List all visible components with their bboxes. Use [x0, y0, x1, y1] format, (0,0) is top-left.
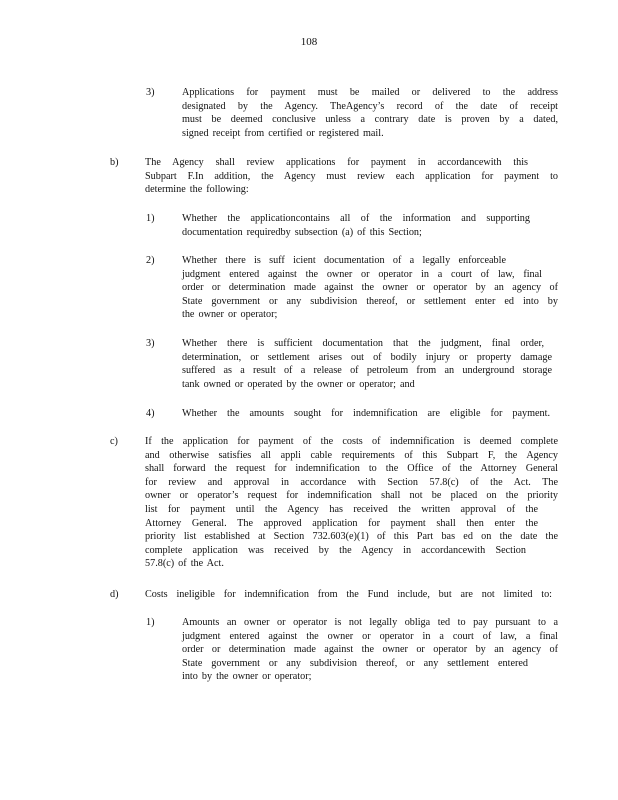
- text-line: list for payment until the Agency has received the written approval of the: [145, 503, 538, 515]
- text-line: The Agency shall review applications for payment in accordancewith this: [145, 157, 528, 168]
- text-line: owner or operator’s request for indemnification shall not be placed on the priority: [145, 490, 558, 502]
- text-line: documentation requiredby subsection (a) of this Section;: [182, 226, 422, 238]
- clause-a-3: [146, 86, 558, 140]
- clause-d-1: [146, 616, 558, 684]
- text-line: into by the owner or operator;: [182, 671, 312, 683]
- text-line: State government or any subdivision thereof, or any settlement entered: [182, 657, 528, 669]
- text-line: Whether the applicationcontains all of the information and supporting: [182, 213, 530, 224]
- text-line: Subpart F.In addition, the Agency must review each application for payment to: [145, 170, 558, 182]
- text-line: Amounts an owner or operator is not legally obliga ted to pay pursuant to a: [182, 617, 558, 628]
- text-line: Whether there is sufficient documentation that the judgment, final order,: [182, 338, 544, 349]
- text-line: complete application was received by the Agency in accordancewith Section: [145, 544, 526, 556]
- text-line: order or determination made against the owner or operator by an agency of: [182, 644, 558, 656]
- clause-text: [145, 588, 558, 602]
- text-line: judgment entered against the owner or operator in a court of law, a final: [182, 630, 558, 642]
- text-line: Whether there is suff icient documentation of a legally enforceable: [182, 255, 506, 266]
- text-line: designated by the Agency. TheAgency’s record of the date of receipt: [182, 100, 558, 112]
- text-line: must be deemed conclusive unless a contrary date is proven by a dated,: [182, 114, 558, 126]
- text-line: Applications for payment must be mailed or delivered to the address: [182, 87, 558, 98]
- clause-text: [182, 616, 558, 684]
- text-line: determination, or settlement arises out of bodily injury or property damage: [182, 351, 552, 363]
- clause-text: [145, 156, 558, 197]
- clause-label: 3): [146, 87, 155, 98]
- clause-text: [182, 337, 558, 391]
- text-line: judgment entered against the owner or operator in a court of law, final: [182, 268, 542, 280]
- page-number: 108: [300, 36, 318, 48]
- text-line: If the application for payment of the costs of indemnification is deemed complete: [145, 436, 558, 447]
- clause-label: c): [110, 436, 118, 447]
- clause-text: [182, 407, 558, 421]
- clause-d: [110, 588, 558, 602]
- clause-label: 2): [146, 255, 155, 266]
- text-line: order or determination made against the owner or operator by an agency of: [182, 282, 558, 294]
- text-line: shall forward the request for indemnification to the Office of the Attorney General: [145, 463, 558, 475]
- text-line: for review and approval in accordance with Section 57.8(c) of the Act. The: [145, 476, 558, 488]
- text-line: signed receipt from certified or registered mail.: [182, 127, 384, 139]
- clause-b-1: [146, 212, 558, 239]
- text-line: the owner or operator;: [182, 309, 278, 321]
- text-line: and otherwise satisfies all appli cable requirements of this Subpart F, the Agency: [145, 449, 558, 461]
- clause-b-3: [146, 337, 558, 391]
- clause-text: [145, 435, 558, 571]
- text-line: State government or any subdivision thereof, or settlement enter ed into by: [182, 295, 558, 307]
- text-line: Attorney General. The approved application for payment shall then enter the: [145, 517, 538, 529]
- clause-label: 3): [146, 338, 155, 349]
- clause-b: [110, 156, 558, 197]
- text-line: Costs ineligible for indemnification from the Fund include, but are not limited to:: [145, 589, 552, 600]
- text-line: Whether the amounts sought for indemnification are eligible for payment.: [182, 408, 550, 419]
- clause-label: b): [110, 157, 119, 168]
- text-line: tank owned or operated by the owner or operator; and: [182, 378, 415, 390]
- clause-label: 4): [146, 408, 155, 419]
- clause-label: 1): [146, 213, 155, 224]
- text-line: priority list established at Section 732.603(e)(1) of this Part bas ed on the date the: [145, 531, 558, 543]
- clause-c: [110, 435, 558, 571]
- clause-b-2: [146, 254, 558, 322]
- clause-text: [182, 254, 558, 322]
- clause-label: 1): [146, 617, 155, 628]
- text-line: determine the following:: [145, 184, 249, 196]
- clause-text: [182, 212, 558, 239]
- clause-b-4: [146, 407, 558, 421]
- text-line: 57.8(c) of the Act.: [145, 558, 224, 570]
- clause-label: d): [110, 589, 119, 600]
- clause-text: [182, 86, 558, 140]
- text-line: suffered as a result of a release of petroleum from an underground storage: [182, 365, 552, 377]
